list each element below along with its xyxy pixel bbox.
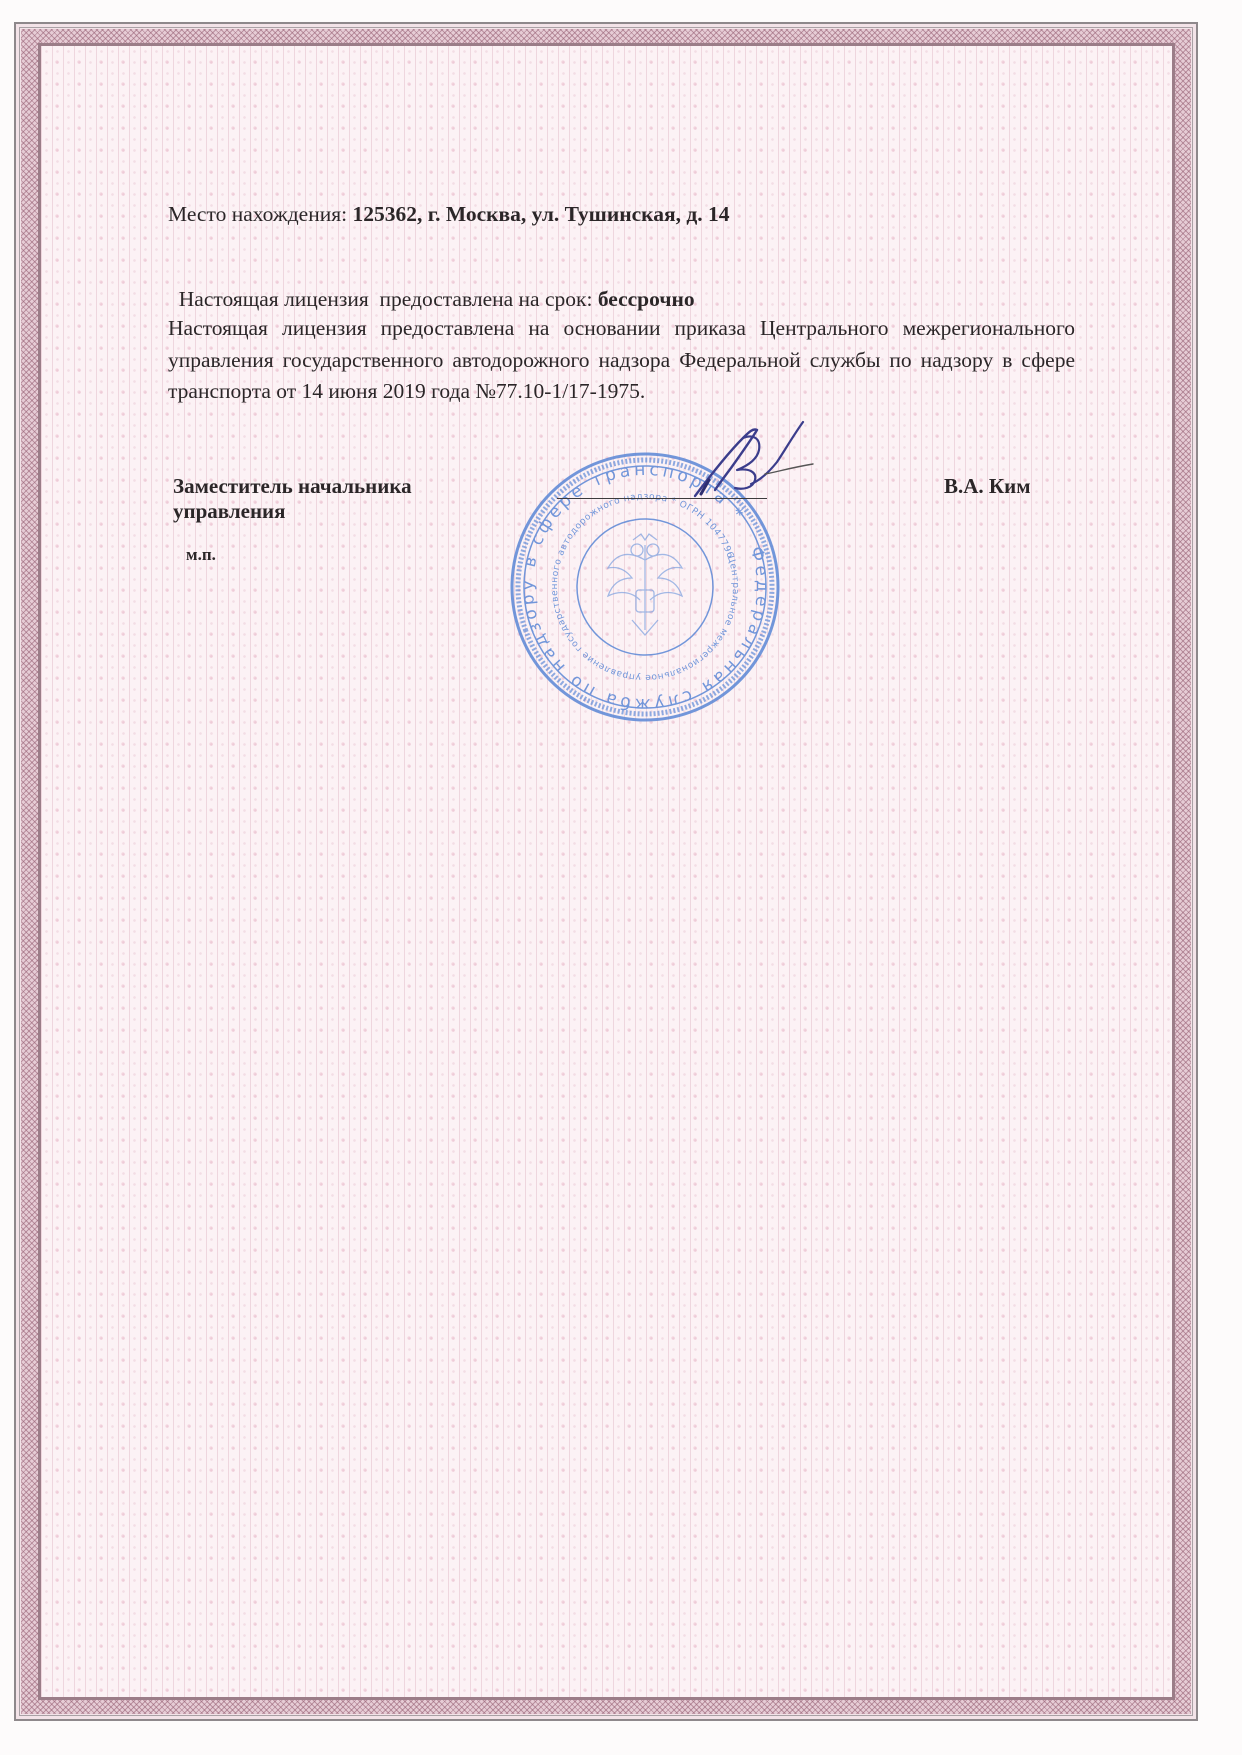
term-line	[168, 252, 1075, 315]
signer-title-line1: Заместитель начальника	[173, 474, 412, 498]
location-value: 125362, г. Москва, ул. Тушинская, д. 14	[352, 202, 730, 226]
basis-paragraph: Настоящая лицензия предоставлена на основании приказа Центрального межрегионального управления государственного автодорожного надзора Федеральной службы по надзору в сфере транспорта от 14 июня 2019 года №77.10-1/17-1975.	[168, 316, 1075, 403]
signer-title	[173, 474, 473, 524]
term-label: Настоящая лицензия предоставлена на срок:	[178, 286, 598, 311]
location-line	[168, 199, 1075, 231]
signer-title-line2: управления	[173, 499, 286, 523]
eagle-emblem-icon	[608, 534, 682, 635]
signer-name: В.А. Ким	[944, 474, 1031, 498]
term-value: бессрочно	[597, 286, 695, 311]
svg-text:Федеральная служба по надзору: Федеральная служба по надзору в сфере транспорта *	[517, 459, 773, 715]
seal-place-label: м.п.	[186, 545, 216, 564]
location-label: Место нахождения:	[168, 202, 353, 226]
svg-text:Центральное межрегиональное уп: Центральное межрегиональное управление государственного автодорожного надзора * ОГРН 1047796327983	[549, 491, 741, 683]
signature-icon	[665, 410, 815, 505]
